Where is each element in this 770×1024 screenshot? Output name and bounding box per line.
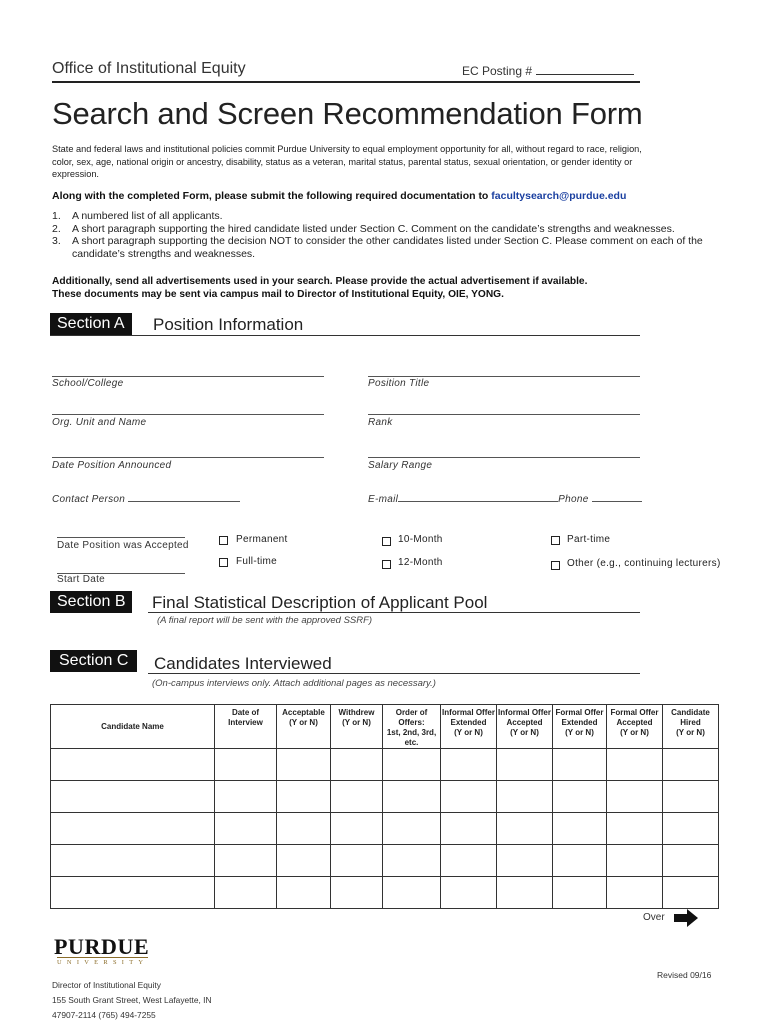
- table-cell[interactable]: [383, 845, 441, 877]
- column-header: Informal Offer Extended (Y or N): [441, 705, 497, 749]
- org-unit-field[interactable]: [52, 414, 324, 415]
- section-c-tag: Section C: [50, 650, 137, 672]
- table-row: [51, 749, 719, 781]
- section-b-rule: [148, 612, 640, 613]
- table-header-row: [51, 705, 719, 749]
- table-cell[interactable]: [277, 781, 331, 813]
- full-time-checkbox[interactable]: [219, 558, 228, 567]
- email-phone: [368, 494, 642, 505]
- page-title: Search and Screen Recommendation Form: [52, 96, 643, 131]
- header-rule: [52, 81, 640, 83]
- table-cell[interactable]: [215, 813, 277, 845]
- school-field[interactable]: [52, 376, 324, 377]
- table-cell[interactable]: [383, 813, 441, 845]
- contact-person: [52, 494, 240, 505]
- candidate-name-cell[interactable]: [51, 845, 215, 877]
- table-cell[interactable]: [331, 813, 383, 845]
- table-cell[interactable]: [553, 877, 607, 909]
- other-checkbox[interactable]: [551, 561, 560, 570]
- start-date-label: Start Date: [57, 574, 106, 585]
- school-label: School/College: [52, 378, 124, 389]
- column-header: Formal Offer Accepted (Y or N): [607, 705, 663, 749]
- table-cell[interactable]: [441, 877, 497, 909]
- footer-line-2: 155 South Grant Street, West Lafayette, IN: [52, 995, 212, 1005]
- rank-field[interactable]: [368, 414, 640, 415]
- section-c-note: (On-campus interviews only. Attach additional pages as necessary.): [152, 678, 436, 689]
- section-a-rule: [50, 335, 640, 336]
- table-cell[interactable]: [383, 781, 441, 813]
- table-row: [51, 845, 719, 877]
- contact-person-field[interactable]: [128, 501, 240, 502]
- list-item: [52, 235, 742, 260]
- table-row: [51, 781, 719, 813]
- over-label: Over: [643, 912, 665, 923]
- table-cell[interactable]: [331, 845, 383, 877]
- part-time-checkbox[interactable]: [551, 536, 560, 545]
- column-header: Formal Offer Extended (Y or N): [553, 705, 607, 749]
- rank-label: Rank: [368, 417, 393, 428]
- email-field[interactable]: [398, 501, 558, 502]
- date-accepted-label: Date Position was Accepted: [57, 540, 189, 551]
- table-cell[interactable]: [277, 749, 331, 781]
- table-cell[interactable]: [441, 813, 497, 845]
- table-cell[interactable]: [497, 781, 553, 813]
- intro-paragraph: State and federal laws and institutional policies commit Purdue University to equal employment opportunity for all, without regard to race, religion, color, sex, age, national origin or ancestry, disability, status as a veteran, marital status, parental status, sexual orientation, or gender identity or expression.: [52, 144, 642, 179]
- candidate-name-cell[interactable]: [51, 877, 215, 909]
- documentation-instruction: [52, 190, 626, 202]
- section-c-title: Candidates Interviewed: [154, 654, 332, 673]
- purdue-logo-sub: UNIVERSITY: [57, 959, 149, 966]
- table-cell[interactable]: [215, 781, 277, 813]
- permanent-checkbox[interactable]: [219, 536, 228, 545]
- section-b-title: Final Statistical Description of Applicant Pool: [152, 593, 488, 612]
- table-cell[interactable]: [663, 749, 719, 781]
- list-text: A numbered list of all applicants.: [72, 210, 223, 222]
- table-cell[interactable]: [441, 749, 497, 781]
- twelve-month-checkbox[interactable]: [382, 560, 391, 569]
- list-number: 2.: [52, 222, 61, 235]
- table-cell[interactable]: [607, 781, 663, 813]
- table-cell[interactable]: [215, 877, 277, 909]
- column-header: Candidate Hired (Y or N): [663, 705, 719, 749]
- additional-line-2: These documents may be sent via campus mail to Director of Institutional Equity, OIE, YONG.: [52, 288, 504, 300]
- table-cell[interactable]: [331, 781, 383, 813]
- office-name: Office of Institutional Equity: [52, 60, 246, 77]
- table-cell[interactable]: [607, 749, 663, 781]
- table-cell[interactable]: [607, 877, 663, 909]
- table-cell[interactable]: [607, 845, 663, 877]
- date-announced-label: Date Position Announced: [52, 460, 172, 471]
- salary-range-label: Salary Range: [368, 460, 433, 471]
- purdue-logo: PURDUE: [54, 934, 150, 959]
- list-number: 1.: [52, 210, 61, 222]
- table-cell[interactable]: [441, 845, 497, 877]
- email-label: E-mail: [368, 494, 399, 505]
- section-a-tag: Section A: [50, 313, 132, 335]
- column-header: Informal Offer Accepted (Y or N): [497, 705, 553, 749]
- position-title-label: Position Title: [368, 378, 430, 389]
- table-cell[interactable]: [441, 781, 497, 813]
- ten-month-checkbox[interactable]: [382, 537, 391, 546]
- phone-label: Phone: [558, 494, 589, 505]
- table-row: [51, 813, 719, 845]
- additional-line-1: Additionally, send all advertisements used in your search. Please provide the actual advertisement if available.: [52, 276, 588, 287]
- table-cell[interactable]: [277, 845, 331, 877]
- submission-email-link[interactable]: facultysearch@purdue.edu: [491, 190, 627, 202]
- table-cell[interactable]: [277, 877, 331, 909]
- ten-month-label: 10-Month: [398, 534, 443, 545]
- org-unit-label: Org. Unit and Name: [52, 417, 147, 428]
- full-time-label: Full-time: [236, 556, 278, 567]
- ec-posting-field[interactable]: [536, 64, 634, 75]
- table-cell[interactable]: [383, 749, 441, 781]
- date-announced-field[interactable]: [52, 457, 324, 458]
- table-cell[interactable]: [663, 845, 719, 877]
- section-c-rule: [148, 673, 640, 674]
- candidate-name-cell[interactable]: [51, 749, 215, 781]
- footer-line-3: 47907-2114 (765) 494-7255: [52, 1010, 156, 1020]
- table-cell[interactable]: [497, 845, 553, 877]
- arrow-right-icon: [674, 909, 698, 927]
- table-cell[interactable]: [663, 877, 719, 909]
- ec-posting: [462, 64, 634, 78]
- column-header: Acceptable (Y or N): [277, 705, 331, 749]
- table-cell[interactable]: [497, 813, 553, 845]
- position-title-field[interactable]: [368, 376, 640, 377]
- date-accepted-field[interactable]: [57, 537, 185, 538]
- phone-field[interactable]: [592, 501, 642, 502]
- table-cell[interactable]: [663, 781, 719, 813]
- ec-posting-label: EC Posting #: [462, 64, 533, 78]
- required-documents-list: [52, 210, 742, 260]
- table-cell[interactable]: [215, 749, 277, 781]
- table-cell[interactable]: [553, 781, 607, 813]
- footer-line-1: Director of Institutional Equity: [52, 980, 161, 990]
- candidate-name-cell[interactable]: [51, 781, 215, 813]
- list-item: [52, 223, 742, 236]
- column-header: Order of Offers: 1st, 2nd, 3rd, etc.: [383, 705, 441, 749]
- contact-person-label: Contact Person: [52, 494, 126, 505]
- column-header: Withdrew (Y or N): [331, 705, 383, 749]
- table-cell[interactable]: [497, 749, 553, 781]
- column-header: Candidate Name: [51, 705, 215, 749]
- column-header: Date of Interview: [215, 705, 277, 749]
- documentation-text: Along with the completed Form, please submit the following required documentation to: [52, 190, 492, 202]
- section-a-title: Position Information: [153, 315, 304, 334]
- table-cell[interactable]: [331, 749, 383, 781]
- section-b-note: (A final report will be sent with the approved SSRF): [157, 615, 373, 626]
- candidates-table: [50, 704, 719, 909]
- table-cell[interactable]: [553, 845, 607, 877]
- table-cell[interactable]: [383, 877, 441, 909]
- section-b-tag: Section B: [50, 591, 132, 613]
- footer-address: [52, 978, 212, 1023]
- revised-date: Revised 09/16: [657, 970, 712, 980]
- permanent-label: Permanent: [236, 534, 288, 545]
- table-cell[interactable]: [553, 813, 607, 845]
- table-cell[interactable]: [331, 877, 383, 909]
- table-cell[interactable]: [607, 813, 663, 845]
- table-cell[interactable]: [663, 813, 719, 845]
- list-text: A short paragraph supporting the hired candidate listed under Section C. Comment on the candidate’s strengths and weaknesses.: [72, 222, 675, 235]
- additional-instructions: [52, 276, 712, 301]
- table-cell[interactable]: [277, 813, 331, 845]
- table-cell[interactable]: [553, 749, 607, 781]
- table-cell[interactable]: [497, 877, 553, 909]
- salary-range-field[interactable]: [368, 457, 640, 458]
- table-cell[interactable]: [215, 845, 277, 877]
- part-time-label: Part-time: [567, 534, 611, 545]
- twelve-month-label: 12-Month: [398, 557, 443, 568]
- candidate-name-cell[interactable]: [51, 813, 215, 845]
- other-label: Other (e.g., continuing lecturers): [567, 558, 721, 569]
- list-number: 3.: [52, 235, 61, 248]
- table-row: [51, 877, 719, 909]
- list-item: [52, 210, 742, 223]
- list-text: A short paragraph supporting the decision NOT to consider the other candidates listed under Section C. Please comment on each of the candidate’s strengths and weaknesses.: [72, 235, 703, 260]
